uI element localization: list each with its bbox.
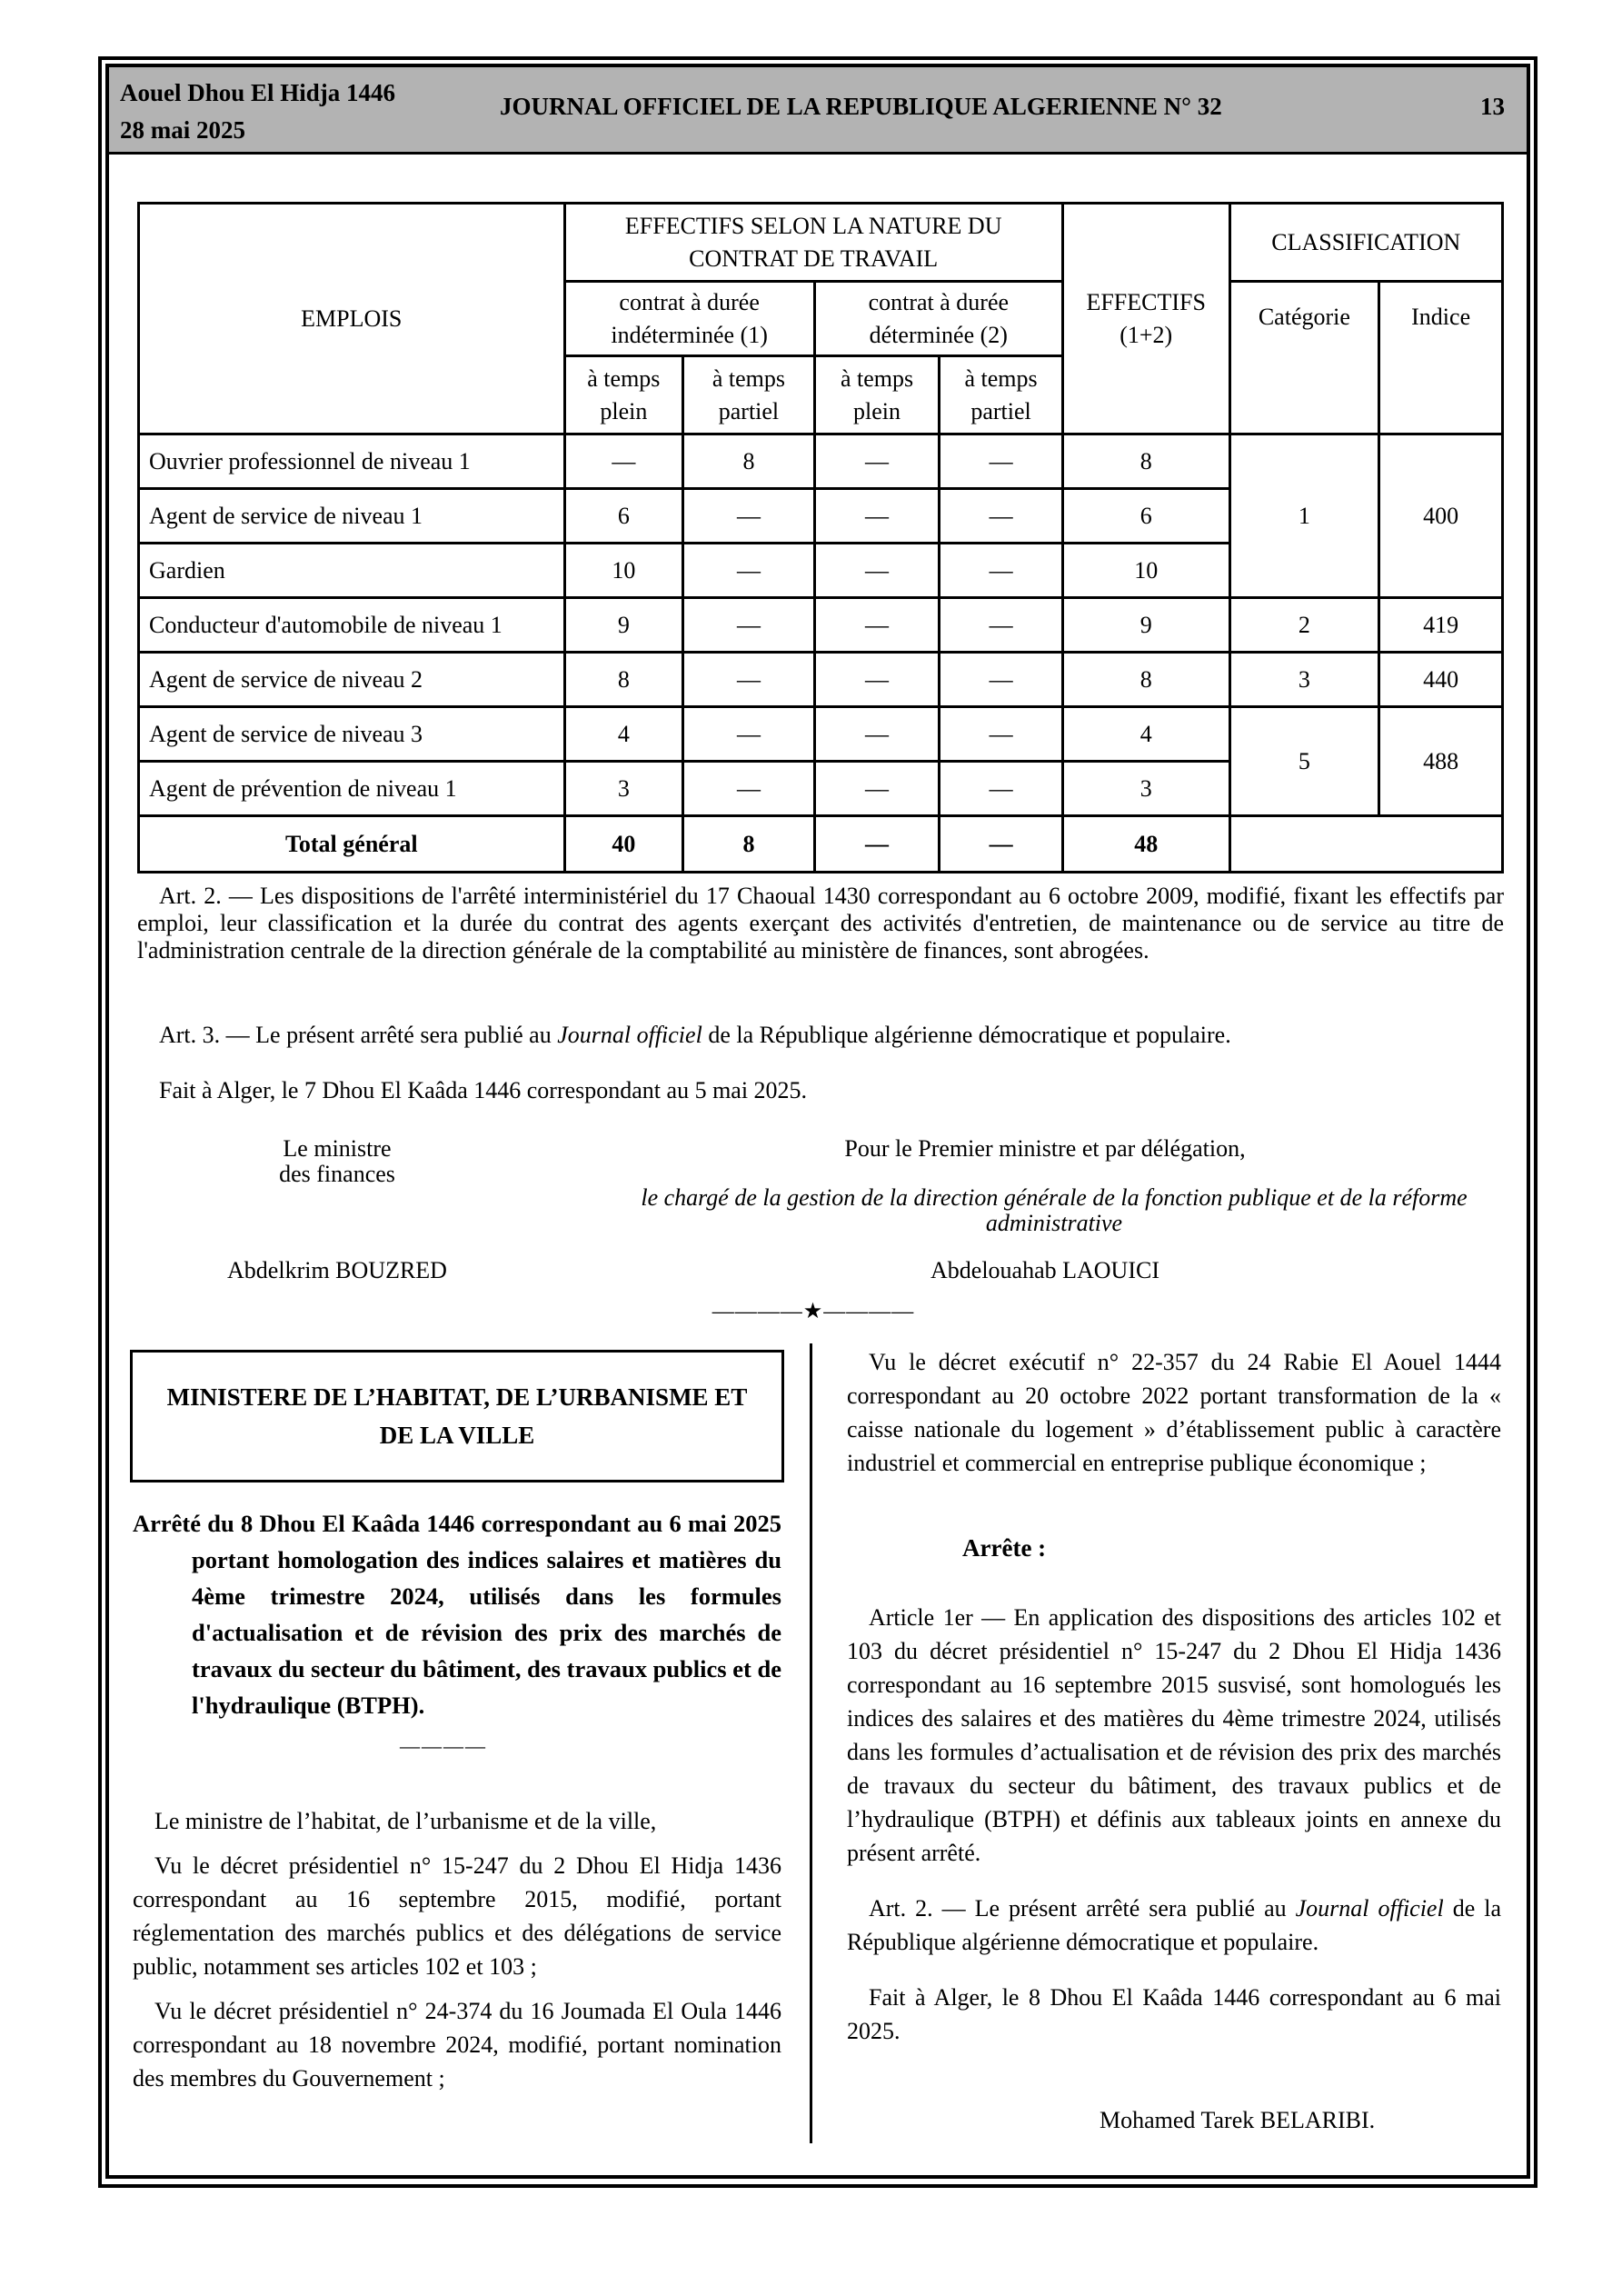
right-column-top — [847, 1345, 1501, 1480]
table-row — [139, 707, 1503, 762]
cell-total-cdd-partiel: — — [940, 816, 1063, 873]
cell-total: 6 — [1062, 489, 1229, 544]
cell-total-classification-empty — [1229, 816, 1502, 873]
cell-total-label: Total général — [139, 816, 565, 873]
cell-cdd-partiel: — — [940, 489, 1063, 544]
cell-cdd-partiel: — — [940, 762, 1063, 816]
fait-a-alger: Fait à Alger, le 8 Dhou El Kaâda 1446 correspondant au 6 mai 2025. — [847, 1984, 1501, 2044]
cell-total-cdi-partiel: 8 — [683, 816, 815, 873]
article-2 — [847, 1892, 1501, 1959]
cell-cdi-partiel: — — [683, 544, 815, 598]
cell-total: 9 — [1062, 598, 1229, 653]
preamble: Le ministre de l’habitat, de l’urbanisme et de la ville, — [154, 1808, 657, 1834]
ministry-heading-box — [130, 1350, 784, 1482]
table-row — [139, 653, 1503, 707]
header-date-hijri: Aouel Dhou El Hidja 1446 — [120, 79, 396, 106]
cell-cdd-plein: — — [814, 707, 940, 762]
cell-indice: 419 — [1379, 598, 1503, 653]
cell-cdd-plein: — — [814, 598, 940, 653]
vu-decret-15-247: Vu le décret présidentiel n° 15-247 du 2 Dhou El Hidja 1436 correspondant au 16 septembre 2015, modifié, portant réglementation des marchés publics et des délégations de service public, notamment ses articles 102 et 103 ; — [133, 1852, 781, 1980]
cell-indice: 400 — [1379, 434, 1503, 598]
cell-total: 8 — [1062, 434, 1229, 489]
cell-total-cdd-plein: — — [814, 816, 940, 873]
arrete-label: Arrête : — [962, 1534, 1047, 1562]
header-date — [120, 75, 395, 149]
vu-decret-22-357: Vu le décret exécutif n° 22-357 du 24 Rabie El Aouel 1444 correspondant au 20 octobre 2022 portant transformation de la « caisse nationale du logement » d’établissement public à caractère industriel et commercial en entreprise publique économique ; — [847, 1349, 1501, 1476]
vu-decret-24-374: Vu le décret présidentiel n° 24-374 du 16 Joumada El Oula 1446 correspondant au 18 novembre 2024, modifié, portant nomination des membres du Gouvernement ; — [133, 1998, 781, 2091]
header-indice: Indice — [1379, 282, 1503, 434]
table-total-row — [139, 816, 1503, 873]
cell-total-cdi-plein: 40 — [564, 816, 683, 873]
staffing-table — [137, 202, 1504, 873]
header-date-gregorian: 28 mai 2025 — [120, 116, 245, 144]
cell-cdi-partiel: — — [683, 653, 815, 707]
cell-cdd-plein: — — [814, 489, 940, 544]
signature-left-title-line1: Le ministre — [283, 1135, 392, 1162]
title-separator: ———— — [400, 1734, 487, 1757]
art2-text-after: de la République algérienne démocratique et populaire. — [847, 1895, 1501, 1955]
cell-cdd-partiel: — — [940, 434, 1063, 489]
cell-cdd-partiel: — — [940, 544, 1063, 598]
cell-indice: 488 — [1379, 707, 1503, 816]
header-cdd-partiel: à temps partiel — [940, 356, 1063, 434]
header-cdd: contrat à durée déterminée (2) — [814, 282, 1062, 356]
cell-cdi-partiel: — — [683, 707, 815, 762]
cell-emploi: Agent de service de niveau 1 — [139, 489, 565, 544]
cell-cdd-plein: — — [814, 653, 940, 707]
first-decree-art3 — [137, 1022, 1504, 1049]
signature-right-title: Pour le Premier ministre et par délégation, — [844, 1135, 1246, 1162]
art3-text-before: Art. 3. — Le présent arrêté sera publié au — [159, 1022, 558, 1048]
cell-cdi-plein: 8 — [564, 653, 683, 707]
signature-left-name: Abdelkrim BOUZRED — [227, 1257, 447, 1283]
cell-cdi-plein: — — [564, 434, 683, 489]
cell-cdd-plein: — — [814, 434, 940, 489]
art2-text-before: Art. 2. — Le présent arrêté sera publié au — [869, 1895, 1296, 1922]
cell-cdi-partiel: — — [683, 489, 815, 544]
art3-text-after: de la République algérienne démocratique et populaire. — [702, 1022, 1231, 1048]
signature-right-name: Abdelouahab LAOUICI — [930, 1257, 1159, 1283]
left-column-body — [133, 1804, 781, 2095]
cell-total: 8 — [1062, 653, 1229, 707]
cell-emploi: Ouvrier professionnel de niveau 1 — [139, 434, 565, 489]
header-title: JOURNAL OFFICIEL DE LA REPUBLIQUE ALGERIENNE N° 32 — [500, 93, 1222, 120]
cell-cdd-partiel: — — [940, 707, 1063, 762]
cell-cdd-partiel: — — [940, 653, 1063, 707]
cell-cdi-partiel: — — [683, 598, 815, 653]
cell-cdd-plein: — — [814, 762, 940, 816]
header-effectifs-total: EFFECTIFS (1+2) — [1062, 204, 1229, 434]
cell-emploi: Agent de service de niveau 2 — [139, 653, 565, 707]
signer-name: Mohamed Tarek BELARIBI. — [1100, 2107, 1376, 2133]
signature-left-title — [137, 1136, 537, 1187]
cell-total-effectifs: 48 — [1062, 816, 1229, 873]
cell-indice: 440 — [1379, 653, 1503, 707]
cell-cdi-plein: 3 — [564, 762, 683, 816]
decree-title: Arrêté du 8 Dhou El Kaâda 1446 correspondant au 6 mai 2025 portant homologation des indices salaires et matières du 4ème trimestre 2024, utilisés dans les formules d'actualisation et de révision des prix des marchés de travaux du secteur du bâtiment, des travaux publics et de l'hydraulique (BTPH). — [133, 1510, 781, 1719]
header-categorie: Catégorie — [1229, 282, 1379, 434]
cell-total: 3 — [1062, 762, 1229, 816]
art3-journal-officiel: Journal officiel — [557, 1022, 702, 1048]
cell-emploi: Gardien — [139, 544, 565, 598]
journal-header — [109, 67, 1527, 155]
table-row — [139, 598, 1503, 653]
cell-categorie: 3 — [1229, 653, 1379, 707]
first-decree-fait-a: Fait à Alger, le 7 Dhou El Kaâda 1446 correspondant au 5 mai 2025. — [159, 1077, 808, 1103]
first-decree-art2: Art. 2. — Les dispositions de l'arrêté interministériel du 17 Chaoual 1430 correspondant au 6 octobre 2009, modifié, fixant les effectifs par emploi, leur classification et la durée du contrat des agents exerçant des activités d'entretien, de maintenance ou de service au titre de l'administration centrale de la direction générale de la comptabilité au ministère de finances, sont abrogées. — [137, 883, 1504, 963]
cell-cdi-plein: 9 — [564, 598, 683, 653]
header-cdi-partiel: à temps partiel — [683, 356, 815, 434]
page-number: 13 — [1480, 93, 1505, 120]
cell-emploi: Agent de prévention de niveau 1 — [139, 762, 565, 816]
cell-cdi-plein: 6 — [564, 489, 683, 544]
header-cdd-plein: à temps plein — [814, 356, 940, 434]
cell-cdd-partiel: — — [940, 598, 1063, 653]
article-1: Article 1er — En application des dispositions des articles 102 et 103 du décret présidentiel n° 15-247 du 2 Dhou El Hidja 1436 correspondant au 16 septembre 2015 susvisé, sont homologués les indices des salaires et des matières du 4ème trimestre 2024, utilisés dans les formules d’actualisation et de révision des prix des marchés de travaux du secteur du bâtiment, des travaux publics et de l’hydraulique (BTPH) et définis aux tableaux joints en annexe du présent arrêté. — [847, 1604, 1501, 1866]
cell-total: 10 — [1062, 544, 1229, 598]
header-effectifs-nature: EFFECTIFS SELON LA NATURE DU CONTRAT DE TRAVAIL — [564, 204, 1062, 282]
cell-total: 4 — [1062, 707, 1229, 762]
cell-categorie: 5 — [1229, 707, 1379, 816]
signature-right-role: le chargé de la gestion de la direction générale de la fonction publique et de la réforme administrative — [641, 1184, 1468, 1236]
header-cdi-plein: à temps plein — [564, 356, 683, 434]
header-emplois: EMPLOIS — [139, 204, 565, 434]
right-column-body — [847, 1601, 1501, 2048]
cell-categorie: 1 — [1229, 434, 1379, 598]
cell-cdi-partiel: — — [683, 762, 815, 816]
star-separator: ————★———— — [711, 1300, 915, 1323]
signature-left-title-line2: des finances — [279, 1161, 395, 1187]
cell-emploi: Conducteur d'automobile de niveau 1 — [139, 598, 565, 653]
ministry-heading: MINISTERE DE L’HABITAT, DE L’URBANISME ET DE LA VILLE — [166, 1383, 748, 1449]
cell-cdi-plein: 4 — [564, 707, 683, 762]
header-cdi: contrat à durée indéterminée (1) — [564, 282, 814, 356]
column-divider — [810, 1343, 812, 2143]
table-row — [139, 434, 1503, 489]
cell-cdi-partiel: 8 — [683, 434, 815, 489]
cell-cdd-plein: — — [814, 544, 940, 598]
cell-emploi: Agent de service de niveau 3 — [139, 707, 565, 762]
cell-cdi-plein: 10 — [564, 544, 683, 598]
art2-journal-officiel: Journal officiel — [1295, 1895, 1444, 1922]
header-classification: CLASSIFICATION — [1229, 204, 1502, 282]
cell-categorie: 2 — [1229, 598, 1379, 653]
